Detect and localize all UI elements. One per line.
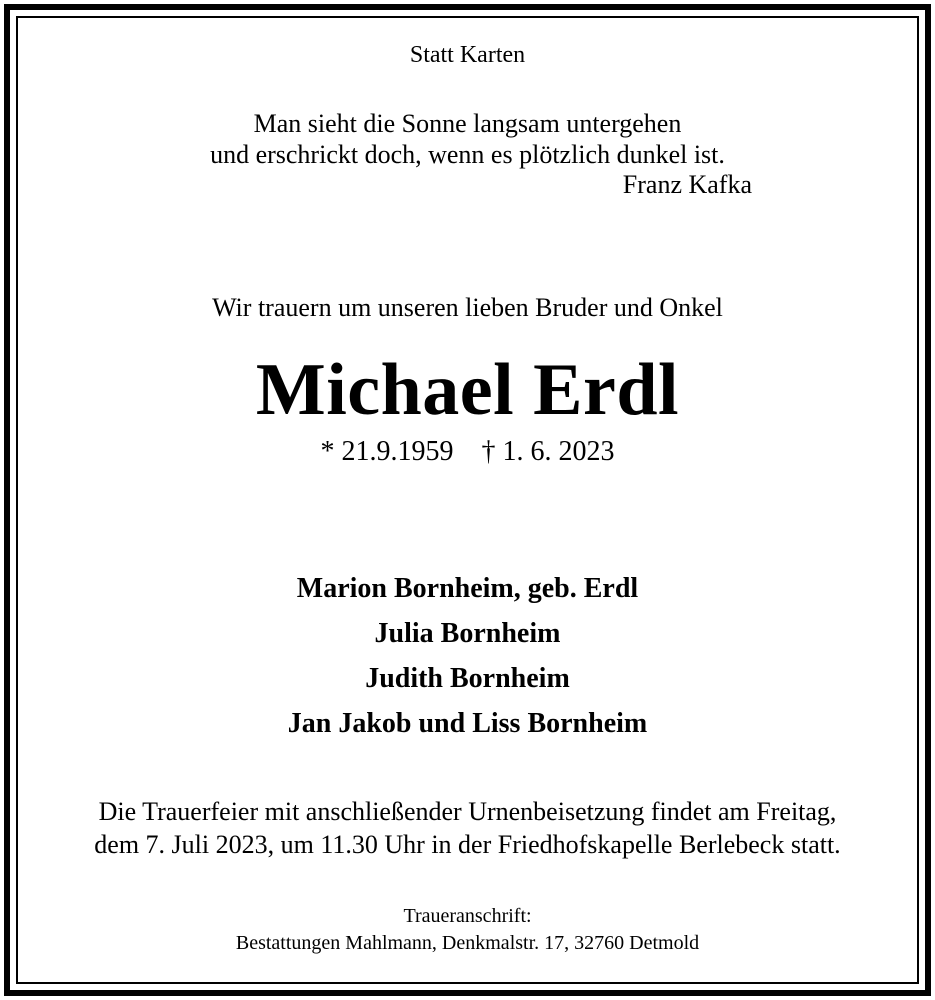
family-member: Marion Bornheim, geb. Erdl (296, 573, 639, 604)
quote-author: Franz Kafka (622, 170, 752, 199)
address-value: Bestattungen Mahlmann, Denkmalstr. 17, 32760 Detmold (235, 932, 700, 954)
death-date: † 1. 6. 2023 (481, 436, 615, 467)
quote-line-1: Man sieht die Sonne langsam untergehen (253, 109, 682, 138)
birth-date: * 21.9.1959 (320, 436, 454, 467)
funeral-service-info (0, 795, 935, 861)
family-member: Julia Bornheim (374, 618, 561, 649)
family-list (0, 566, 935, 746)
quote-block (0, 108, 935, 170)
mourning-line: Wir trauern um unseren lieben Bruder und Onkel (212, 293, 723, 322)
quote-line-2: und erschrickt doch, wenn es plötzlich dunkel ist. (210, 140, 725, 169)
life-dates (0, 436, 935, 468)
service-line-2: dem 7. Juli 2023, um 11.30 Uhr in der Friedhofskapelle Berlebeck statt. (94, 830, 841, 859)
service-line-1: Die Trauerfeier mit anschließender Urnenbeisetzung findet am Freitag, (98, 797, 837, 826)
family-member: Judith Bornheim (365, 663, 570, 694)
deceased-name: Michael Erdl (255, 349, 680, 431)
statt-karten-heading: Statt Karten (409, 42, 526, 68)
address-label: Traueranschrift: (403, 905, 532, 927)
mourning-address (0, 903, 935, 957)
family-member: Jan Jakob und Liss Bornheim (287, 708, 648, 739)
